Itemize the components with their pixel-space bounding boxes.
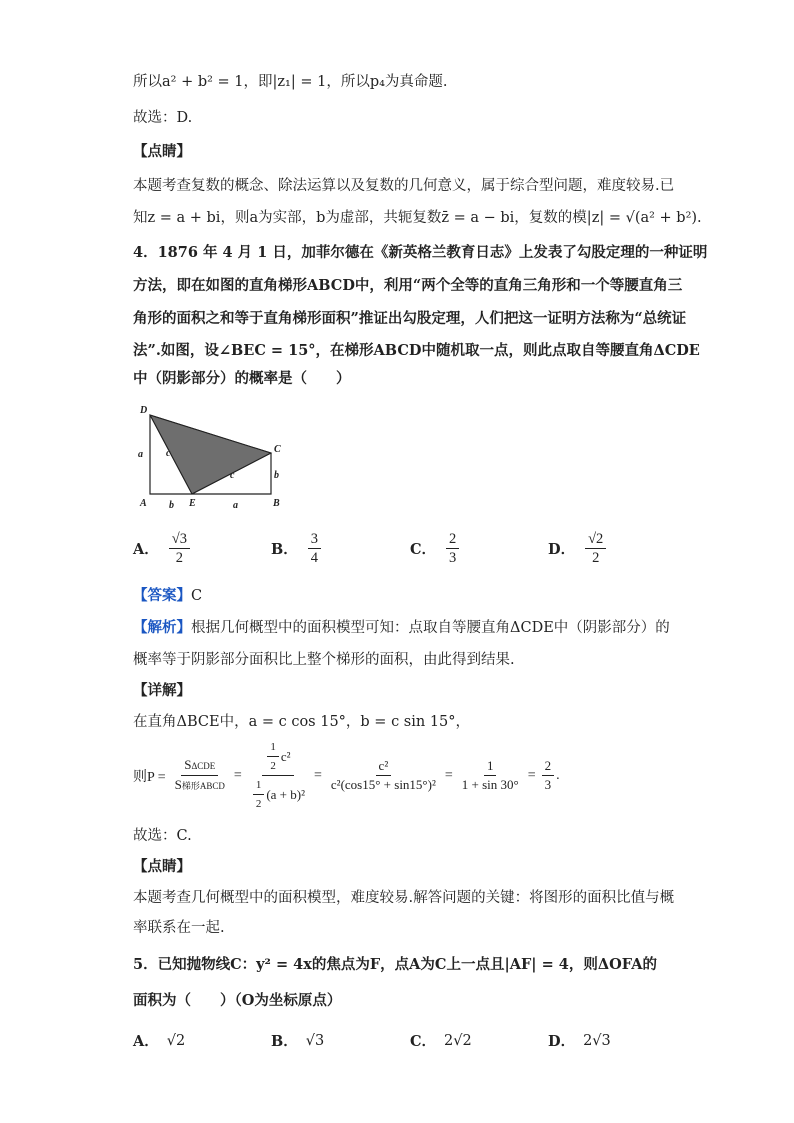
trapezoid-figure <box>133 400 293 512</box>
option-label: D． <box>548 1033 576 1050</box>
question-5-line: 5．已知抛物线C：y² = 4x的焦点为F，点A为C上一点且|AF| = 4，则ΔOFA的 <box>133 956 657 973</box>
option-fraction: $\frac{2}{3}$ <box>446 530 459 567</box>
vertex-label-d: D <box>140 405 148 416</box>
option-a[interactable] <box>133 530 192 567</box>
option-label: A． <box>133 1033 159 1050</box>
option-value: 2√2 <box>444 1032 472 1049</box>
option-value: 2√3 <box>583 1032 611 1049</box>
formula-prefix: 则P = <box>133 769 166 785</box>
q5-option-b[interactable] <box>271 1030 324 1051</box>
probability-formula: 则P = $\frac{\text{SΔCDE}}{\text{S梯形ABCD}}$ = $\frac{1}{2}$ c² $\frac{1}{2}$ (a + b)² = $\frac{\text{c²}}{\text{c²(cos15° + sin15°)²}}$ = $\frac{1}{1 + \sin 30^\circ}$ = $\frac{2}{3}$ . <box>133 738 560 813</box>
answer-value: C <box>191 588 203 604</box>
section-tag: 【点睛】 <box>133 143 191 160</box>
option-c[interactable] <box>410 530 461 567</box>
analysis-line <box>133 618 670 638</box>
option-fraction: $\frac{√3}{2}$ <box>169 530 190 567</box>
answer-line <box>133 586 202 606</box>
option-label: C． <box>410 1033 437 1050</box>
q5-option-a[interactable] <box>133 1030 185 1051</box>
section-tag: 【点睛】 <box>133 858 191 875</box>
question-5-line: 面积为（ ）（O为坐标原点） <box>133 992 342 1009</box>
option-label: B． <box>271 1033 298 1050</box>
text-line: 所以a² + b² = 1，即|z₁| = 1，所以p₄为真命题. <box>133 74 448 90</box>
option-value: √3 <box>305 1032 325 1049</box>
option-label: D． <box>548 541 576 558</box>
vertex-label-c: C <box>274 444 281 455</box>
option-label: B． <box>271 541 298 558</box>
q5-option-d[interactable] <box>548 1030 611 1051</box>
side-label-c-ec: c <box>230 470 235 481</box>
question-4-line: 中（阴影部分）的概率是（ ） <box>133 370 351 387</box>
text-line: 知z = a + bi，则a为实部，b为虚部，共轭复数z̄ = a − bi，复数的模|z| = √(a² + b²). <box>133 210 702 226</box>
question-4-line: 方法，即在如图的直角梯形ABCD中，利用“两个全等的直角三角形和一个等腰直角三 <box>133 277 683 294</box>
q5-option-c[interactable] <box>410 1030 472 1051</box>
side-label-c-de: c <box>166 448 171 459</box>
vertex-label-e: E <box>189 498 196 509</box>
option-fraction: $\frac{3}{4}$ <box>308 530 321 567</box>
side-label-a-left: a <box>138 449 143 460</box>
text-line: 故选：C. <box>133 828 192 844</box>
option-value: √2 <box>166 1032 186 1049</box>
analysis-tag: 【解析】 <box>133 619 191 636</box>
side-label-b-bottom: b <box>169 500 174 511</box>
analysis-text: 根据几何概型中的面积模型可知：点取自等腰直角ΔCDE中（阴影部分）的 <box>191 620 670 636</box>
option-d[interactable] <box>548 530 608 567</box>
question-4-line: 法”.如图，设∠BEC = 15°，在梯形ABCD中随机取一点，则此点取自等腰直角ΔCDE <box>133 342 700 359</box>
text-line: 率联系在一起. <box>133 920 225 936</box>
section-tag: 【详解】 <box>133 682 191 699</box>
text-line: 概率等于阴影部分面积比上整个梯形的面积，由此得到结果. <box>133 652 515 668</box>
side-label-b-right: b <box>274 470 279 481</box>
option-fraction: $\frac{√2}{2}$ <box>585 530 606 567</box>
vertex-label-b: B <box>273 498 280 509</box>
question-4-line: 角形的面积之和等于直角梯形面积”推证出勾股定理，人们把这一证明方法称为“总统证 <box>133 310 687 327</box>
text-line: 本题考查复数的概念、除法运算以及复数的几何意义，属于综合型问题，难度较易.已 <box>133 178 675 194</box>
text-line: 本题考查几何概型中的面积模型，难度较易.解答问题的关键：将图形的面积比值与概 <box>133 890 675 906</box>
text-line: 故选：D. <box>133 110 193 126</box>
vertex-label-a: A <box>140 498 147 509</box>
side-label-a-bottom: a <box>233 500 238 511</box>
question-4-line: 4．1876 年 4 月 1 日，加菲尔德在《新英格兰教育日志》上发表了勾股定理的一种证明 <box>133 244 708 261</box>
text-line: 在直角ΔBCE中，a = c cos 15°，b = c sin 15°， <box>133 714 471 730</box>
option-label: A． <box>133 541 159 558</box>
answer-tag: 【答案】 <box>133 587 191 604</box>
option-b[interactable] <box>271 530 323 567</box>
option-label: C． <box>410 541 437 558</box>
